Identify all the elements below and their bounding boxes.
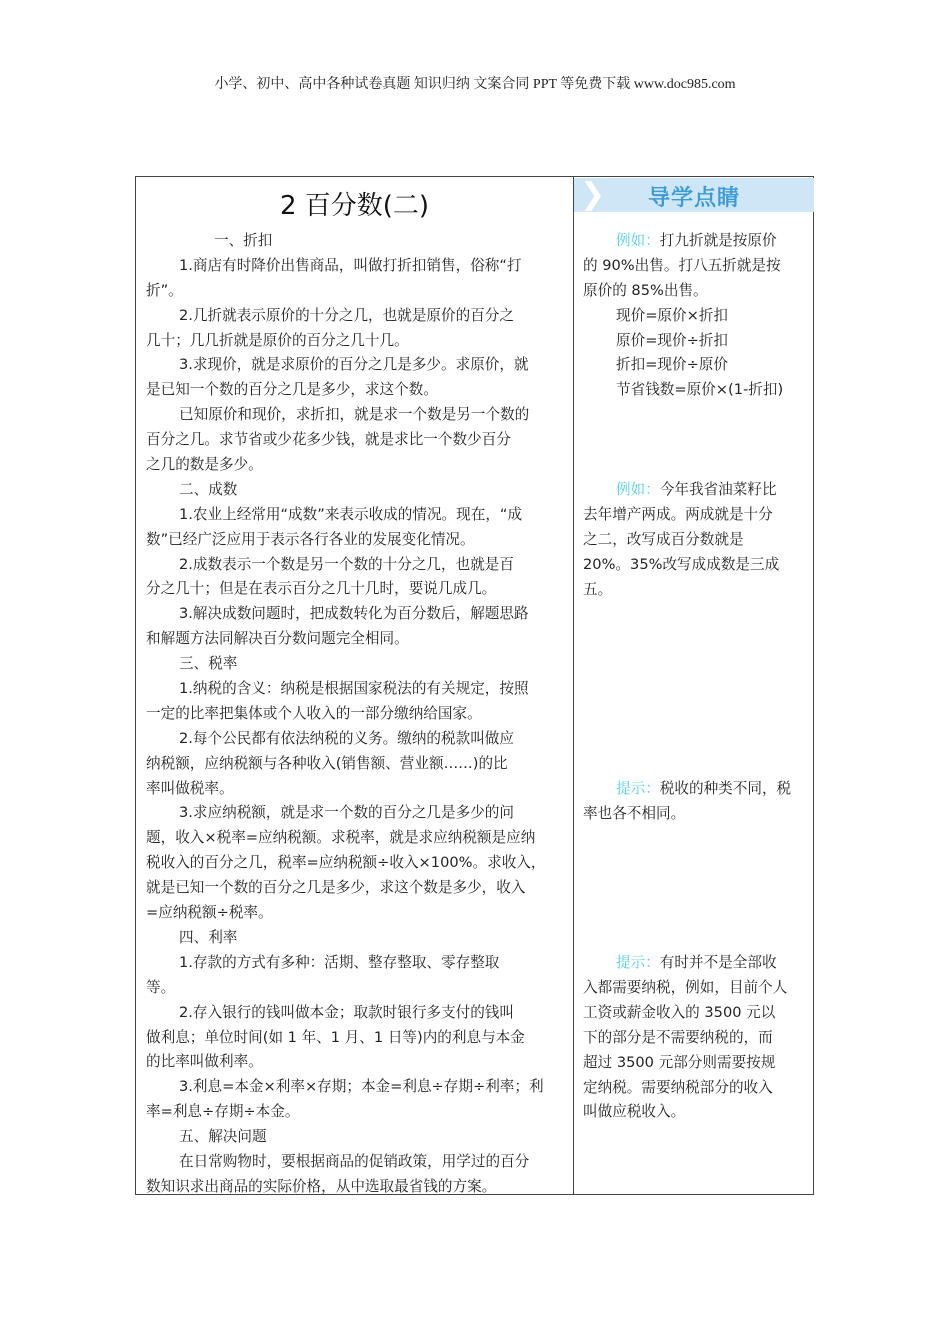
page-header-banner: 小学、初中、高中各种试卷真题 知识归纳 文案合同 PPT 等免费下载 www.doc985.com (214, 77, 736, 92)
note-label: 提示： (616, 779, 660, 797)
text-line: 题，收入×税率=应纳税额。求税率，就是求应纳税额是应纳 (146, 829, 536, 847)
paragraph (146, 553, 566, 603)
section-heading: 二、成数 (179, 480, 238, 498)
text-line: 数”已经广泛应用于表示各行各业的发展变化情况。 (146, 530, 475, 548)
note-line (583, 1100, 808, 1125)
text-line: 1.农业上经常用“成数”来表示收成的情况。现在，“成 (179, 505, 523, 523)
text-line: 数知识求出商品的实际价格，从中选取最省钱的方案。 (146, 1177, 497, 1195)
text-line: 的比率叫做利率。 (146, 1053, 263, 1071)
guide-banner: ❯ 导学点睛 ❮ (574, 178, 814, 212)
note-block (583, 229, 808, 403)
note-line (583, 279, 808, 304)
section-heading: 三、税率 (179, 655, 238, 673)
note-line (583, 553, 808, 578)
text-line: 是已知一个数的百分之几是多少，求这个数。 (146, 381, 438, 399)
note-text: 20%。35%改写成成数是三成 (583, 555, 780, 573)
text-line: 已知原价和现价，求折扣，就是求一个数是另一个数的 (179, 406, 530, 424)
formula: 折扣=现价÷原价 (616, 356, 729, 374)
text-line: 1.存款的方式有多种：活期、整存整取、零存整取 (179, 953, 500, 971)
section (146, 478, 566, 652)
note-block (583, 777, 808, 827)
text-line: 分之几十；但是在表示百分之几十几时，要说几成几。 (146, 580, 497, 598)
paragraph (146, 677, 566, 727)
text-line: 在日常购物时，要根据商品的促销政策，用学过的百分 (179, 1152, 530, 1170)
text-line: 2.存入银行的钱叫做本金；取款时银行多支付的钱叫 (179, 1003, 514, 1021)
paragraph (146, 1001, 566, 1076)
text-line: 3.利息=本金×利率×存期；本金=利息÷存期÷利率；利 (179, 1078, 544, 1096)
section (146, 1125, 566, 1200)
note-label: 例如： (616, 481, 660, 498)
knowledge-column (146, 229, 566, 1200)
text-line: 就是已知一个数的百分之几是多少，求这个数是多少，收入 (146, 879, 526, 897)
paragraph (146, 1150, 566, 1200)
note-line (583, 1051, 808, 1076)
paragraph (146, 304, 566, 354)
note-text: 下的部分是不需要纳税的，而 (583, 1028, 773, 1046)
note-text: 定纳税。需要纳税部分的收入 (583, 1078, 773, 1096)
text-line: 1.纳税的含义：纳税是根据国家税法的有关规定，按照 (179, 680, 529, 698)
section (146, 229, 566, 478)
text-line: 2.几折就表示原价的十分之几，也就是原价的百分之 (179, 306, 514, 324)
note-block (583, 478, 808, 602)
text-line: 等。 (146, 978, 176, 996)
content-table (135, 176, 838, 1195)
note-text: 入都需要纳税，例如，目前个人 (583, 978, 788, 996)
text-line: 3.求应纳税额，就是求一个数的百分之几是多少的问 (179, 804, 514, 822)
text-line: 1.商店有时降价出售商品，叫做打折扣销售，俗称“打 (179, 256, 522, 274)
text-line: 和解题方法同解决百分数问题完全相同。 (146, 630, 409, 648)
page-title: 2 百分数(二) (279, 191, 430, 221)
note-text: 税收的种类不同，税 (659, 779, 792, 797)
formula: 节省钱数=原价×(1-折扣) (616, 381, 784, 399)
note-text: 超过 3500 元部分则需要按规 (583, 1053, 776, 1071)
text-line: =应纳税额÷税率。 (146, 904, 273, 922)
note-label: 提示： (616, 954, 660, 972)
note-line (583, 951, 808, 976)
note-line (583, 777, 808, 802)
section (146, 926, 566, 1125)
note-text: 的 90%出售。打八五折就是按 (583, 256, 781, 274)
paragraph (146, 403, 566, 478)
text-line: 2.每个公民都有依法纳税的义务。缴纳的税款叫做应 (179, 729, 514, 747)
text-line: 百分之几。求节省或少花多少钱，就是求比一个数少百分 (146, 431, 511, 449)
note-text: 去年增产两成。两成就是十分 (583, 505, 773, 523)
note-text: 原价的 85%出售。 (583, 281, 708, 299)
paragraph (146, 727, 566, 802)
text-line: 一定的比率把集体或个人收入的一部分缴纳给国家。 (146, 704, 482, 722)
formula: 现价=原价×折扣 (616, 306, 729, 324)
note-line (583, 578, 808, 603)
guide-banner-title: 导学点睛 (647, 186, 740, 211)
note-line (583, 478, 808, 503)
note-text: 率也各不相同。 (583, 804, 686, 822)
section-heading: 五、解决问题 (179, 1128, 267, 1146)
note-line (583, 976, 808, 1001)
text-line: 几十；几几折就是原价的百分之几十几。 (146, 331, 409, 349)
note-text: 打九折就是按原价 (659, 232, 777, 249)
note-line (583, 528, 808, 553)
formula: 原价=现价÷折扣 (616, 331, 729, 349)
note-text: 五。 (583, 580, 613, 598)
section (146, 652, 566, 926)
note-line (583, 802, 808, 827)
text-line: 3.解决成数问题时，把成数转化为百分数后，解题思路 (179, 605, 529, 623)
note-line (583, 1026, 808, 1051)
note-text: 工资或薪金收入的 3500 元以 (583, 1003, 776, 1021)
text-line: 3.求现价，就是求原价的百分之几是多少。求原价，就 (179, 356, 529, 374)
paragraph (146, 353, 566, 403)
paragraph (146, 254, 566, 304)
paragraph (146, 1075, 566, 1125)
column-divider (573, 177, 574, 1194)
text-line: 税收入的百分之几，税率=应纳税额÷收入×100%。求收入， (146, 854, 546, 872)
note-line (583, 503, 808, 528)
paragraph (146, 951, 566, 1001)
section-heading: 四、利率 (179, 928, 238, 946)
note-text: 之二，改写成百分数就是 (583, 530, 744, 548)
text-line: 做利息；单位时间(如 1 年、1 月、1 日等)内的利息与本金 (146, 1028, 525, 1046)
text-line: 折”。 (146, 281, 183, 299)
text-line: 纳税额，应纳税额与各种收入(销售额、营业额……)的比 (146, 754, 508, 772)
note-text: 叫做应税收入。 (583, 1103, 686, 1121)
note-line (583, 229, 808, 254)
note-text: 有时并不是全部收 (659, 954, 777, 972)
note-block (583, 951, 808, 1125)
note-line (583, 1076, 808, 1101)
note-line (583, 254, 808, 279)
text-line: 之几的数是多少。 (146, 456, 263, 474)
note-label: 例如： (616, 232, 660, 249)
note-text: 今年我省油菜籽比 (659, 481, 777, 498)
text-line: 率叫做税率。 (146, 779, 234, 797)
paragraph (146, 503, 566, 553)
note-line (583, 1001, 808, 1026)
paragraph (146, 801, 566, 925)
text-line: 2.成数表示一个数是另一个数的十分之几，也就是百 (179, 555, 514, 573)
paragraph (146, 602, 566, 652)
section-heading: 一、折扣 (214, 232, 273, 249)
text-line: 率=利息÷存期÷本金。 (146, 1103, 300, 1121)
